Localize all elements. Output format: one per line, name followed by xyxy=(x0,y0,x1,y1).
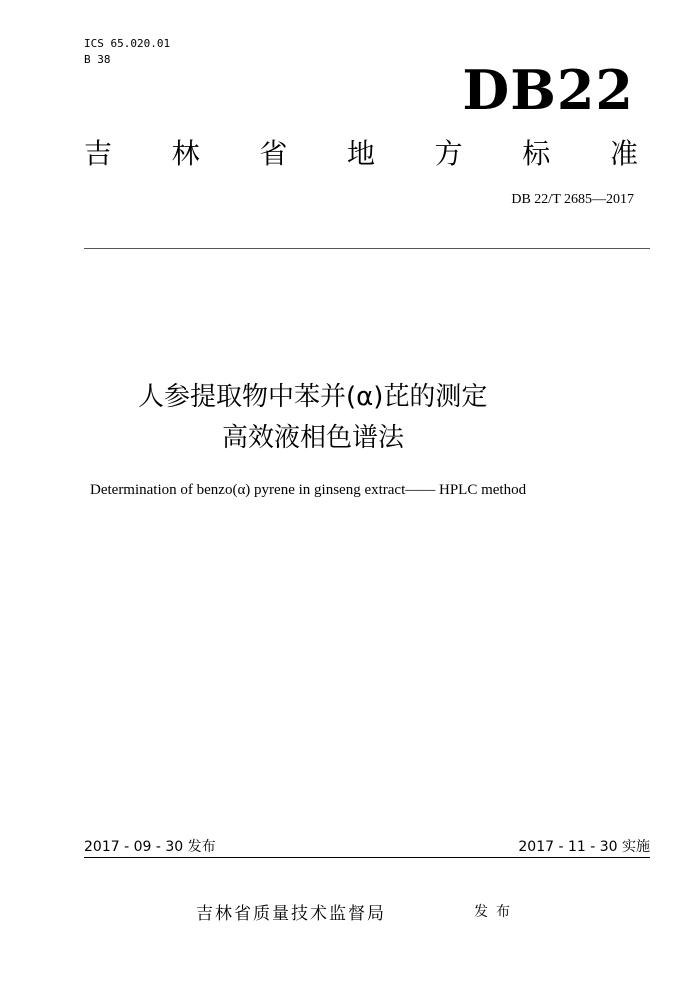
standard-type-char: 省 xyxy=(259,137,288,170)
standard-type-char: 吉 xyxy=(84,137,113,170)
ics-code: ICS 65.020.01 xyxy=(84,37,171,50)
standard-type-char: 林 xyxy=(171,137,200,170)
issue-date: 2017 - 09 - 30 发布 xyxy=(84,839,216,855)
title-line-2: 高效液相色谱法 xyxy=(222,423,405,453)
standard-type-char: 地 xyxy=(346,137,375,170)
standard-number: DB 22/T 2685—2017 xyxy=(511,192,634,207)
standard-type-char: 方 xyxy=(434,137,463,170)
implementation-date: 2017 - 11 - 30 实施 xyxy=(518,839,650,855)
standard-type-char: 准 xyxy=(609,137,638,170)
header-divider xyxy=(84,248,650,249)
title-line-1: 人参提取物中苯并(α)芘的测定 xyxy=(138,382,488,412)
english-title: Determination of benzo(α) pyrene in ginseng extract—— HPLC method xyxy=(90,482,527,498)
issue-label: 发布 xyxy=(474,904,518,920)
standard-logo: DB22 xyxy=(462,58,634,122)
footer-divider xyxy=(84,857,650,858)
issuing-authority: 吉林省质量技术监督局 xyxy=(196,904,386,924)
classification-code: B 38 xyxy=(84,53,111,66)
standard-type-char: 标 xyxy=(522,137,551,170)
standard-type-heading xyxy=(84,136,638,172)
